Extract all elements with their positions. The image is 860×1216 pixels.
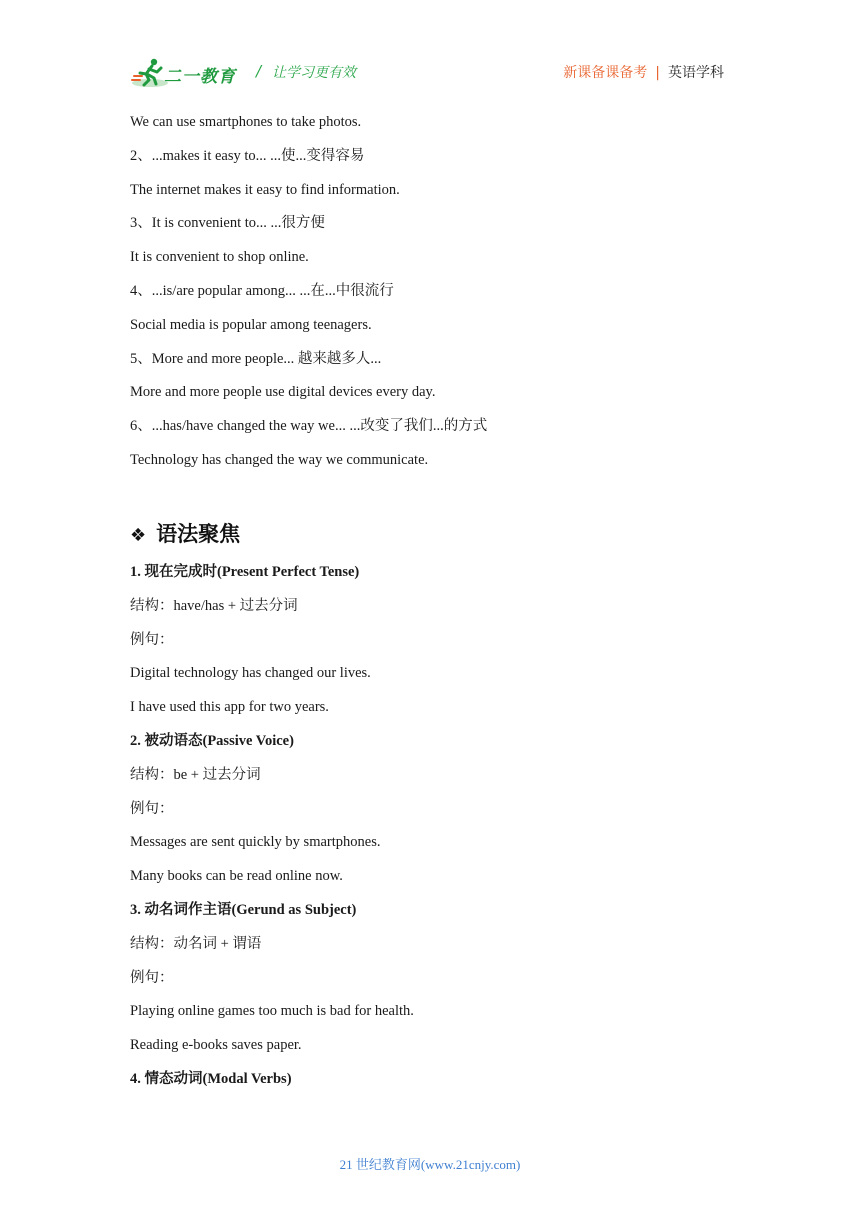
phrase-example: Technology has changed the way we communicate. (130, 451, 429, 468)
grammar-example-label: 例句： (130, 800, 174, 817)
grammar-list (130, 562, 730, 1103)
phrase-pattern: 2、...makes it easy to... ...使...变得容易 (130, 147, 365, 164)
phrase-example: We can use smartphones to take photos. (130, 114, 362, 130)
header-course-label: 新课备课备考 (563, 65, 648, 81)
phrase-pattern: 5、More and more people... 越来越多人... (130, 350, 382, 367)
phrase-pattern: 6、...has/have changed the way we... ...改变了我们...的方式 (130, 418, 488, 435)
phrase-example: More and more people use digital devices every day. (130, 384, 436, 401)
section-title: 语法聚焦 (156, 522, 241, 546)
grammar-structure: 结构：have/has + 过去分词 (130, 597, 298, 614)
slogan: 让学习更有效 (272, 65, 356, 81)
grammar-heading: 3. 动名词作主语(Gerund as Subject) (130, 901, 357, 918)
logo-text: 二一教育 (164, 67, 236, 87)
grammar-example-label: 例句： (130, 969, 174, 986)
header-divider: | (655, 65, 660, 81)
header-subject-label: 英语学科 (668, 65, 724, 81)
phrase-pattern: 4、...is/are popular among... ...在...中很流行 (130, 282, 394, 299)
page-header (130, 56, 730, 92)
page-footer: 21 世纪教育网(www.21cnjy.com) (339, 1157, 521, 1172)
phrase-pattern: 3、It is convenient to... ...很方便 (130, 215, 325, 232)
phrase-example: Social media is popular among teenagers. (130, 316, 372, 333)
header-subject (563, 62, 724, 82)
grammar-heading: 4. 情态动词(Modal Verbs) (130, 1070, 292, 1087)
grammar-structure: 结构：be + 过去分词 (130, 766, 261, 783)
grammar-example: Reading e-books saves paper. (130, 1037, 302, 1054)
grammar-heading: 1. 现在完成时(Present Perfect Tense) (130, 564, 360, 580)
phrase-example: The internet makes it easy to find information. (130, 181, 400, 198)
phrase-example: It is convenient to shop online. (130, 249, 309, 266)
logo (130, 56, 242, 90)
grammar-example: Digital technology has changed our lives. (130, 665, 371, 682)
grammar-example: Playing online games too much is bad for health. (130, 1003, 414, 1020)
diamond-bullet-icon: ❖ (130, 525, 147, 546)
grammar-example: Many books can be read online now. (130, 868, 343, 885)
phrase-list (130, 112, 730, 484)
section-heading (130, 518, 240, 548)
slogan-separator: / (256, 62, 262, 80)
grammar-example: Messages are sent quickly by smartphones. (130, 834, 381, 851)
grammar-structure: 结构：动名词 + 谓语 (130, 935, 262, 952)
grammar-heading: 2. 被动语态(Passive Voice) (130, 732, 294, 749)
grammar-example-label: 例句： (130, 631, 174, 648)
grammar-example: I have used this app for two years. (130, 699, 329, 716)
